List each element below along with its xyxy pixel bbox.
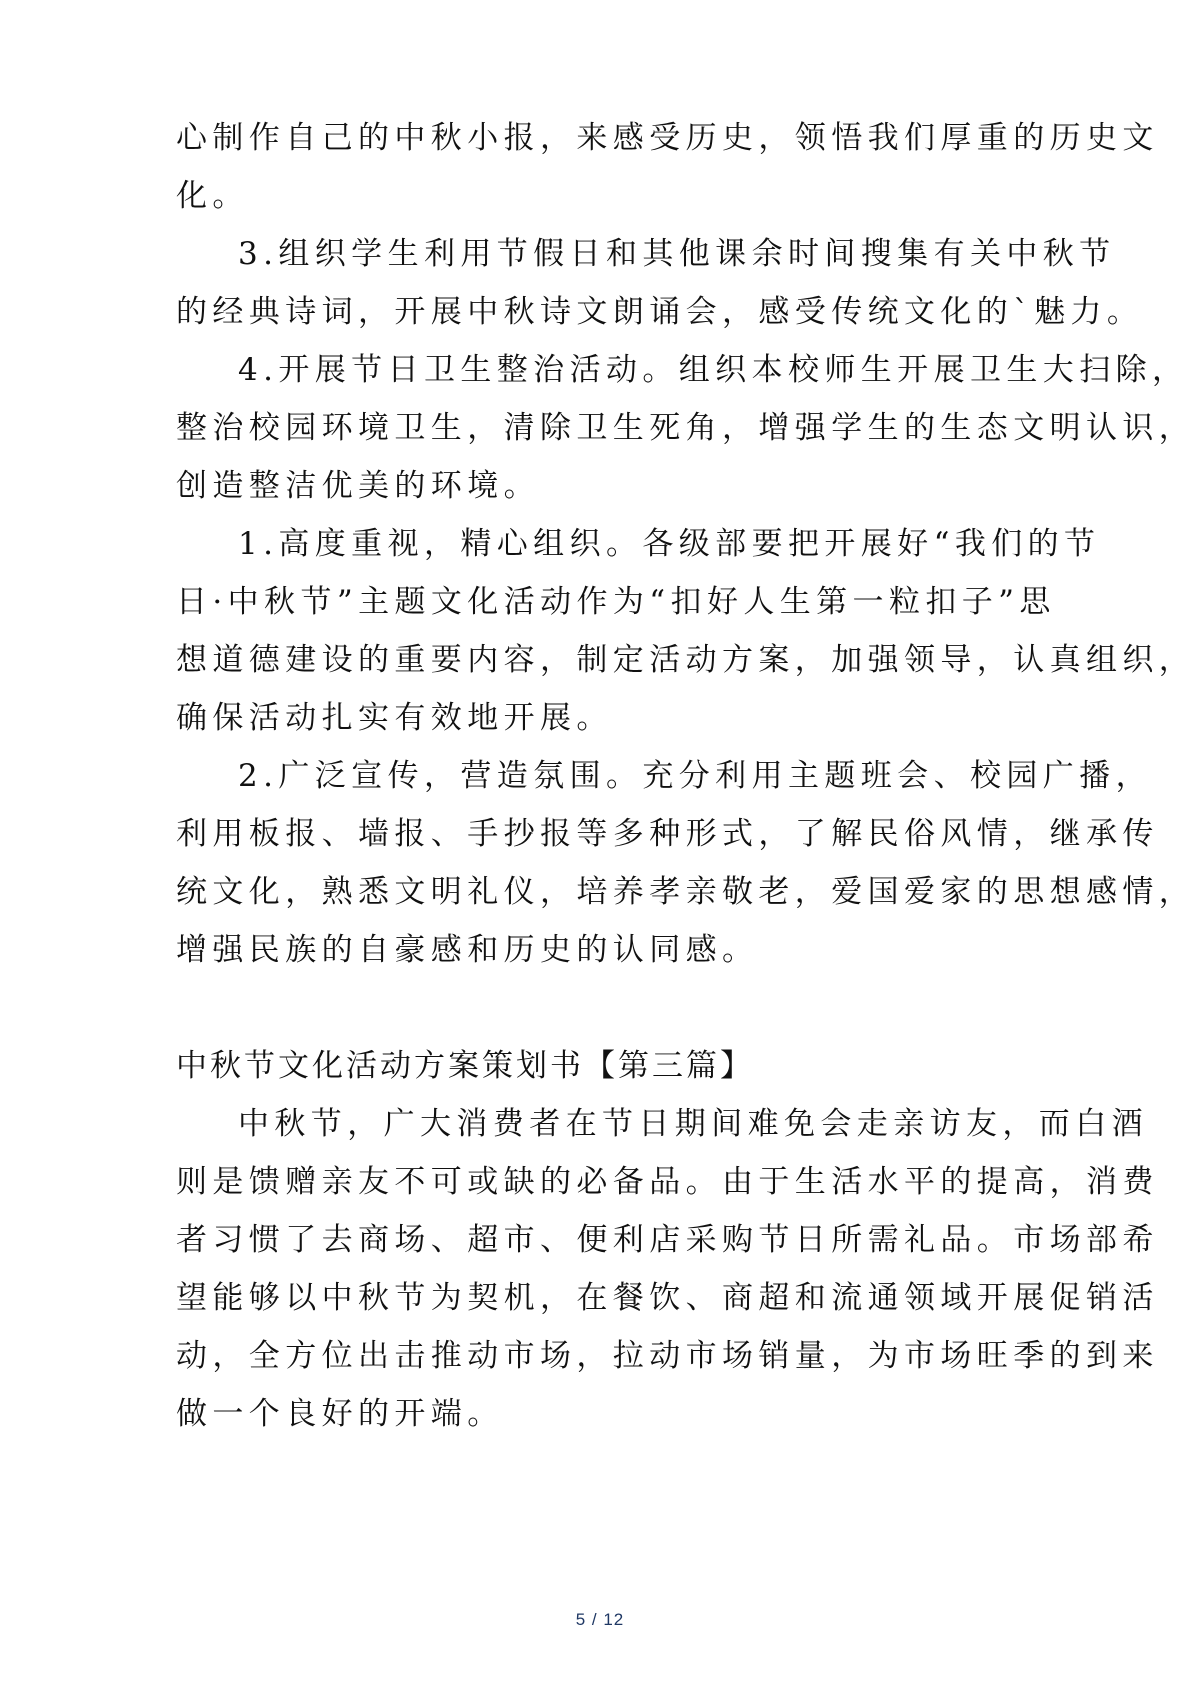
paragraph-line: 确保活动扎实有效地开展。 [176, 700, 613, 736]
paragraph-line: 1.高度重视，精心组织。各级部要把开展好“我们的节 [238, 526, 1101, 562]
paragraph-line: 4.开展节日卫生整治活动。组织本校师生开展卫生大扫除， [238, 352, 1189, 388]
paragraph-line: 则是馈赠亲友不可或缺的必备品。由于生活水平的提高，消费 [176, 1164, 1159, 1200]
paragraph-line: 整治校园环境卫生，清除卫生死角，增强学生的生态文明认识， [176, 410, 1196, 446]
paragraph-line: 做一个良好的开端。 [176, 1396, 504, 1432]
paragraph-line: 日·中秋节”主题文化活动作为“扣好人生第一粒扣子”思 [176, 584, 1056, 620]
paragraph-line: 的经典诗词，开展中秋诗文朗诵会，感受传统文化的`魅力。 [176, 294, 1144, 330]
paragraph-line: 利用板报、墙报、手抄报等多种形式，了解民俗风情，继承传 [176, 816, 1159, 852]
paragraph-line: 中秋节，广大消费者在节日期间难免会走亲访友，而白酒 [238, 1106, 1148, 1142]
paragraph-line: 心制作自己的中秋小报，来感受历史，领悟我们厚重的历史文 [176, 120, 1159, 156]
paragraph-line: 化。 [176, 178, 249, 214]
paragraph-line: 者习惯了去商场、超市、便利店采购节日所需礼品。市场部希 [176, 1222, 1159, 1258]
paragraph-line: 创造整洁优美的环境。 [176, 468, 540, 504]
paragraph-line: 增强民族的自豪感和历史的认同感。 [176, 932, 759, 968]
paragraph-line: 动，全方位出击推动市场，拉动市场销量，为市场旺季的到来 [176, 1338, 1159, 1374]
page-number: 5 / 12 [575, 1610, 625, 1629]
section-heading: 中秋节文化活动方案策划书【第三篇】 [176, 1048, 754, 1084]
paragraph-line: 统文化，熟悉文明礼仪，培养孝亲敬老，爱国爱家的思想感情， [176, 874, 1196, 910]
paragraph-line: 2.广泛宣传，营造氛围。充分利用主题班会、校园广播， [238, 758, 1152, 794]
paragraph-line: 望能够以中秋节为契机，在餐饮、商超和流通领域开展促销活 [176, 1280, 1159, 1316]
paragraph-line: 想道德建设的重要内容，制定活动方案，加强领导，认真组织， [176, 642, 1196, 678]
paragraph-line: 3.组织学生利用节假日和其他课余时间搜集有关中秋节 [238, 236, 1116, 272]
